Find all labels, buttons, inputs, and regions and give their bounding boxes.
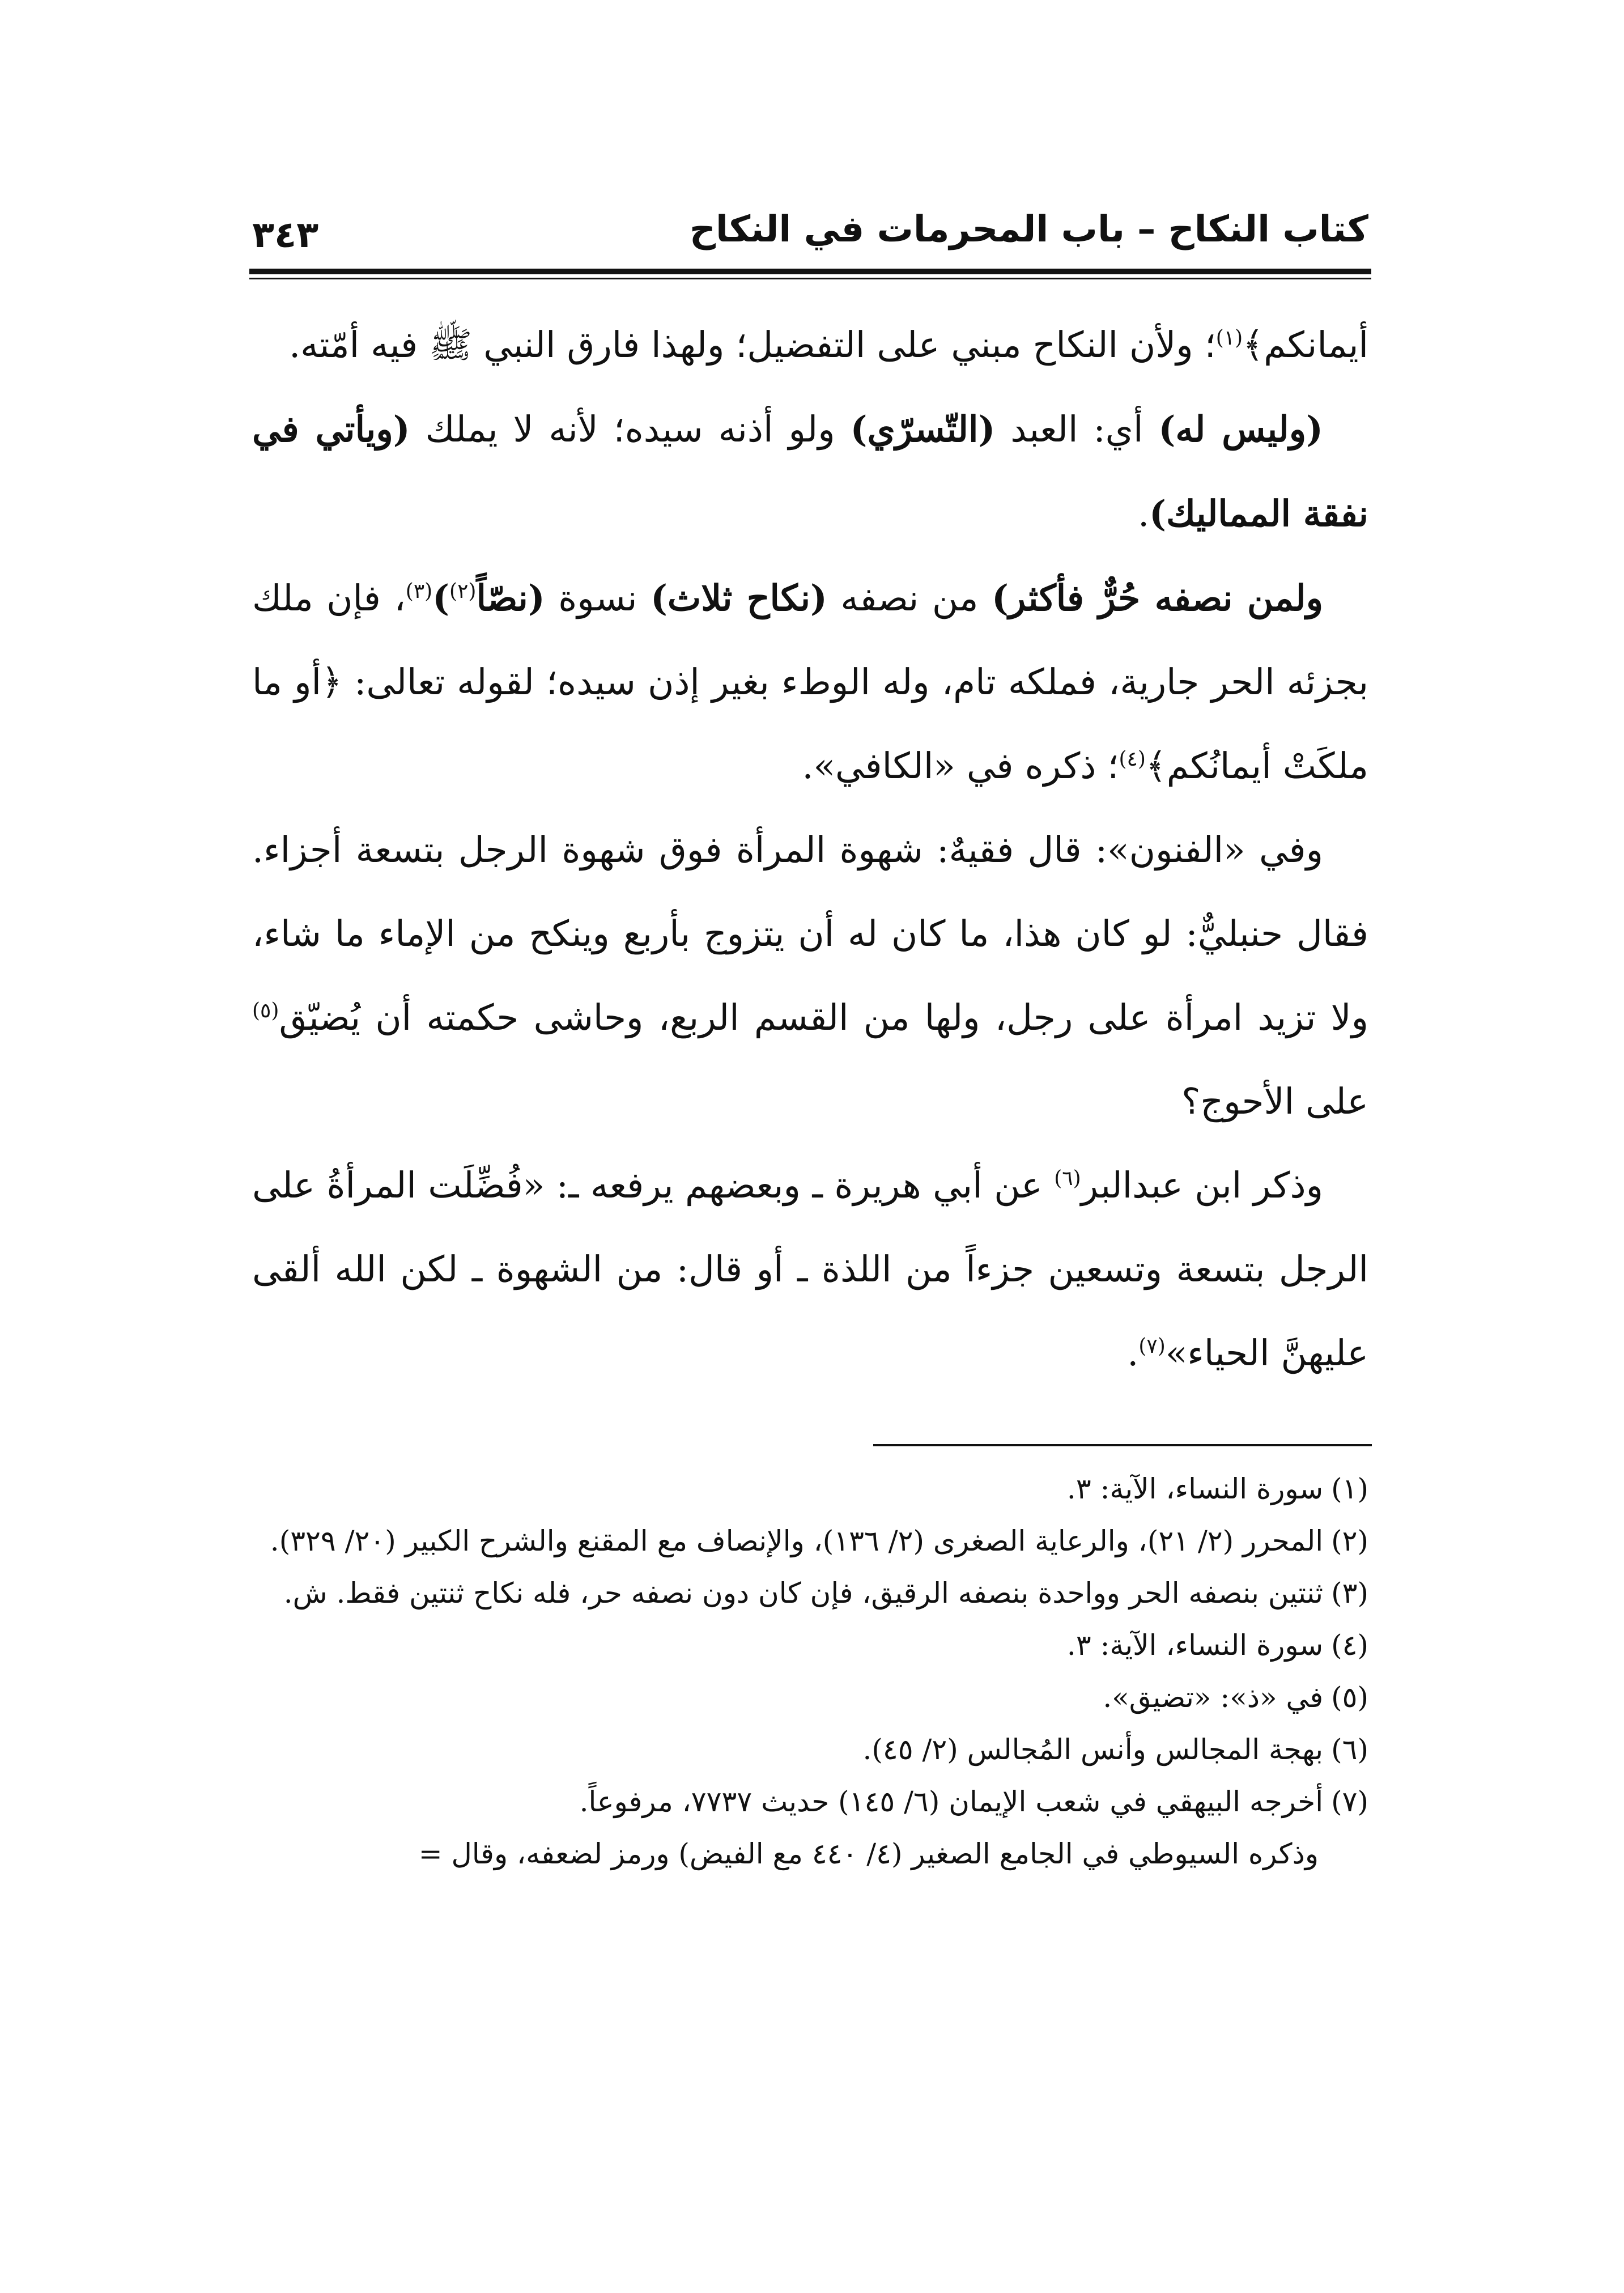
- p3-text-d: ؛ ذكره في «الكافي».: [802, 745, 1119, 787]
- footnote-2: [252, 1517, 1368, 1565]
- p2-text-b: ولو أذنه سيده؛ لأنه لا يملك: [410, 409, 851, 450]
- footnote-text: ثنتين بنصفه الحر وواحدة بنصفه الرقيق، فإن كان دون نصفه حر، فله نكاح ثنتين فقط. ش.: [283, 1577, 1324, 1610]
- footnote-3: [252, 1569, 1368, 1617]
- paragraph-1: [252, 303, 1368, 387]
- footnote-number: (٥): [1331, 1681, 1368, 1714]
- footnote-6: [252, 1726, 1368, 1773]
- footnote-7: [252, 1778, 1368, 1825]
- footnote-ref-4: (٤): [1119, 748, 1146, 771]
- p2-bold-a: (وليس له): [1158, 408, 1323, 450]
- footnote-text: أخرجه البيهقي في شعب الإيمان (٦/ ١٤٥) حديث ٧٧٣٧، مرفوعاً.: [579, 1785, 1324, 1818]
- footnote-number: (٧): [1331, 1785, 1368, 1818]
- footnote-1: [252, 1465, 1368, 1513]
- p2-text-c: .: [1138, 493, 1150, 534]
- p5-text-a: وذكر ابن عبدالبر: [1081, 1165, 1324, 1206]
- paragraph-5: [252, 1144, 1368, 1395]
- footnote-ref-6: (٦): [1054, 1167, 1081, 1190]
- p3-bold-d: ): [432, 577, 450, 619]
- p1-text-a: أيمانكم﴾: [1243, 324, 1368, 366]
- header-rule-thick: [249, 269, 1371, 274]
- page-number: ٣٤٣: [252, 214, 319, 256]
- footnote-number: (١): [1331, 1472, 1368, 1505]
- footnote-text: سورة النساء، الآية: ٣.: [1066, 1472, 1324, 1505]
- footnote-ref-3: (٣): [405, 580, 433, 603]
- p3-text-c: ، فإن ملك بجزئه الحر جارية، فملكه تام، وله الوطء بغير إذن سيده؛ لقوله تعالى: ﴿أو ما ملكَتْ أيمانُكم﴾: [252, 578, 1368, 787]
- p2-bold-b: (التّسرّي): [850, 408, 996, 450]
- footnote-ref-5: (٥): [252, 999, 279, 1022]
- p2-bold-c: (ويأتي في نفقة المماليك): [252, 408, 1368, 534]
- p1-text-b: ؛ ولأن النكاح مبني على التفضيل؛ ولهذا فارق النبي ﷺ فيه أمّته.: [289, 324, 1216, 366]
- p5-text-c: .: [1127, 1332, 1139, 1374]
- p3-text-b: نسوة: [545, 578, 651, 619]
- footnote-5: [252, 1674, 1368, 1721]
- p3-bold-a: ولمن نصفه حُرٌّ فأكثر): [992, 577, 1324, 619]
- main-text: [252, 303, 1368, 1395]
- running-header: [252, 204, 1368, 266]
- footnote-separator: [873, 1444, 1372, 1446]
- footnote-number: (٢): [1331, 1525, 1368, 1557]
- footnote-text: في «ذ»: «تضيق».: [1103, 1681, 1324, 1714]
- p2-text-a: أي: العبد: [995, 409, 1159, 450]
- footnote-text: سورة النساء، الآية: ٣.: [1066, 1629, 1324, 1662]
- p3-text-a: من نصفه: [827, 578, 992, 619]
- footnote-text: بهجة المجالس وأنس المُجالس (٢/ ٤٥).: [862, 1733, 1324, 1766]
- paragraph-4: [252, 808, 1368, 1144]
- p3-bold-c: (نصّاً: [476, 577, 545, 619]
- footnote-number: (٣): [1331, 1577, 1368, 1610]
- footnotes: [252, 1465, 1368, 1882]
- p3-bold-b: (نكاح ثلاث): [651, 577, 827, 619]
- p4-text-b: على الأحوج؟: [1181, 1081, 1368, 1122]
- footnote-ref-1: (١): [1215, 326, 1243, 350]
- footnote-number: (٤): [1331, 1629, 1368, 1662]
- p5-text-b: عن أبي هريرة ـ وبعضهم يرفعه ـ: «فُضِّلَت المرأةُ على الرجل بتسعة وتسعين جزءاً من اللذة ـ أو قال: من الشهوة ـ لكن الله ألقى عليهنَّ الحياء»: [252, 1165, 1368, 1374]
- footnote-ref-2: (٢): [449, 580, 477, 603]
- footnote-number: (٦): [1331, 1733, 1368, 1766]
- footnote-continuation: وذكره السيوطي في الجامع الصغير (٤/ ٤٤٠ مع الفيض) ورمز لضعفه، وقال =: [418, 1837, 1319, 1870]
- header-title: كتاب النكاح – باب المحرمات في النكاح: [689, 209, 1368, 250]
- footnote-text: المحرر (٢/ ٢١)، والرعاية الصغرى (٢/ ١٣٦)، والإنصاف مع المقنع والشرح الكبير (٢٠/ ٣٢٩).: [270, 1525, 1324, 1557]
- paragraph-3: [252, 556, 1368, 808]
- header-rule-thin: [249, 278, 1371, 279]
- p4-text-a: وفي «الفنون»: قال فقيهٌ: شهوة المرأة فوق شهوة الرجل بتسعة أجزاء. فقال حنبليٌّ: لو كان هذا، ما كان له أن يتزوج بأربع وينكح من الإماء ما شاء، ولا تزيد امرأة على رجل، ولها من القسم الربع، وحاشى حكمته أن يُضيّق: [252, 829, 1368, 1038]
- footnote-4: [252, 1621, 1368, 1669]
- paragraph-2: [252, 387, 1368, 556]
- footnote-ref-7: (٧): [1138, 1335, 1166, 1358]
